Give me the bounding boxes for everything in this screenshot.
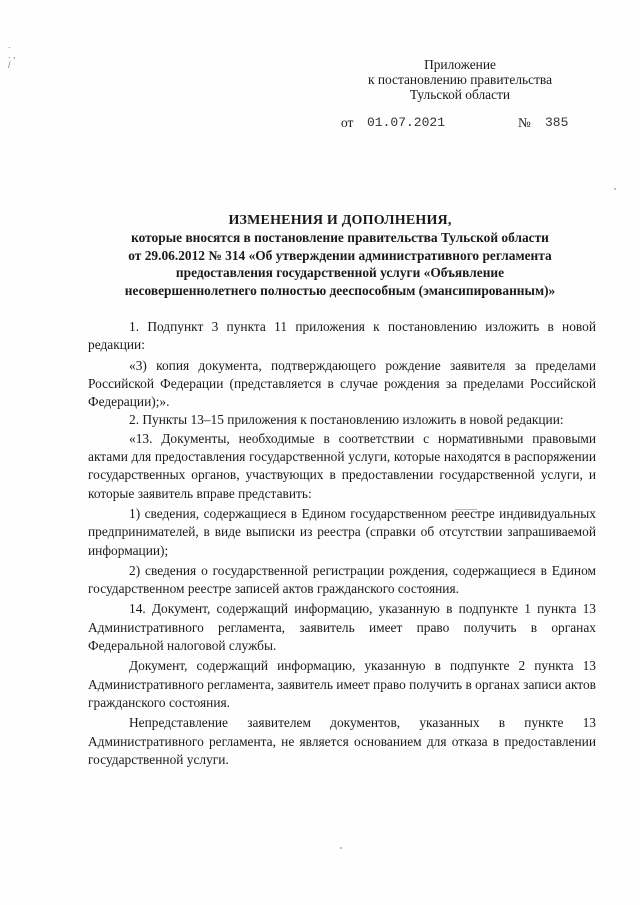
appendix-line-3: Тульской области [409, 87, 511, 102]
paragraph-5: 1) сведения, содержащиеся в Едином государственном реестре индивидуальных предпринимателей, в виде выписки из реестра (справки об отсутствии запрашиваемой информации); [88, 505, 596, 558]
paragraph-6: 2) сведения о государственной регистрации рождения, содержащиеся в Едином государственном реестре записей актов гражданского состояния. [88, 562, 596, 597]
document-body [88, 318, 596, 769]
margin-mark: . . , / [8, 40, 16, 70]
document-title [60, 212, 620, 299]
decree-number: 385 [545, 115, 569, 130]
paragraph-7: 14. Документ, содержащий информацию, указанную в подпункте 1 пункта 13 Административного регламента, заявитель имеет право получить в органах Федеральной налоговой службы. [88, 601, 596, 654]
number-sign: № [518, 115, 531, 130]
scan-speck [614, 188, 616, 190]
appendix-header [340, 57, 580, 102]
paragraph-4: «13. Документы, необходимые в соответствии с нормативными правовыми актами для предоставления государственной услуги, которые находятся в распоряжении государственных органов, участвующих в предоставлении государственной услуги, и которые заявитель вправе представить: [88, 430, 596, 501]
appendix-line-2: к постановлению правительства [367, 72, 553, 87]
appendix-line-1: Приложение [424, 57, 496, 72]
paragraph-1: 1. Подпункт 3 пункта 11 приложения к постановлению изложить в новой редакции: [88, 319, 596, 353]
title-line-3: от 29.06.2012 № 314 «Об утверждении административного регламента [128, 247, 552, 263]
paragraph-2: «3) копия документа, подтверждающего рождение заявителя за пределами Российской Федерации (представляется в случае рождения за пределами Российской Федерации);». [88, 357, 596, 410]
paragraph-8: Документ, содержащий информацию, указанную в подпункте 2 пункта 13 Административного регламента, заявитель имеет право получить в органах записи актов гражданского состояния. [88, 658, 596, 710]
title-line-2: которые вносятся в постановление правительства Тульской области [131, 230, 549, 246]
title-main: ИЗМЕНЕНИЯ И ДОПОЛНЕНИЯ, [228, 213, 452, 228]
title-line-5: несовершеннолетнего полностью дееспособным (эмансипированным)» [124, 282, 556, 298]
from-label: от [341, 115, 354, 130]
paragraph-9: Непредставление заявителем документов, указанных в пункте 13 Административного регламента, не является основанием для отказа в предоставлении государственной услуги. [88, 715, 596, 767]
title-line-4: предоставления государственной услуги «Объявление [175, 265, 505, 281]
appendix-date-row [0, 115, 640, 133]
decree-date: 01.07.2021 [367, 115, 446, 130]
scan-speck [340, 847, 342, 849]
paragraph-3: 2. Пункты 13–15 приложения к постановлению изложить в новой редакции: [129, 412, 564, 428]
scan-mark [455, 509, 477, 514]
